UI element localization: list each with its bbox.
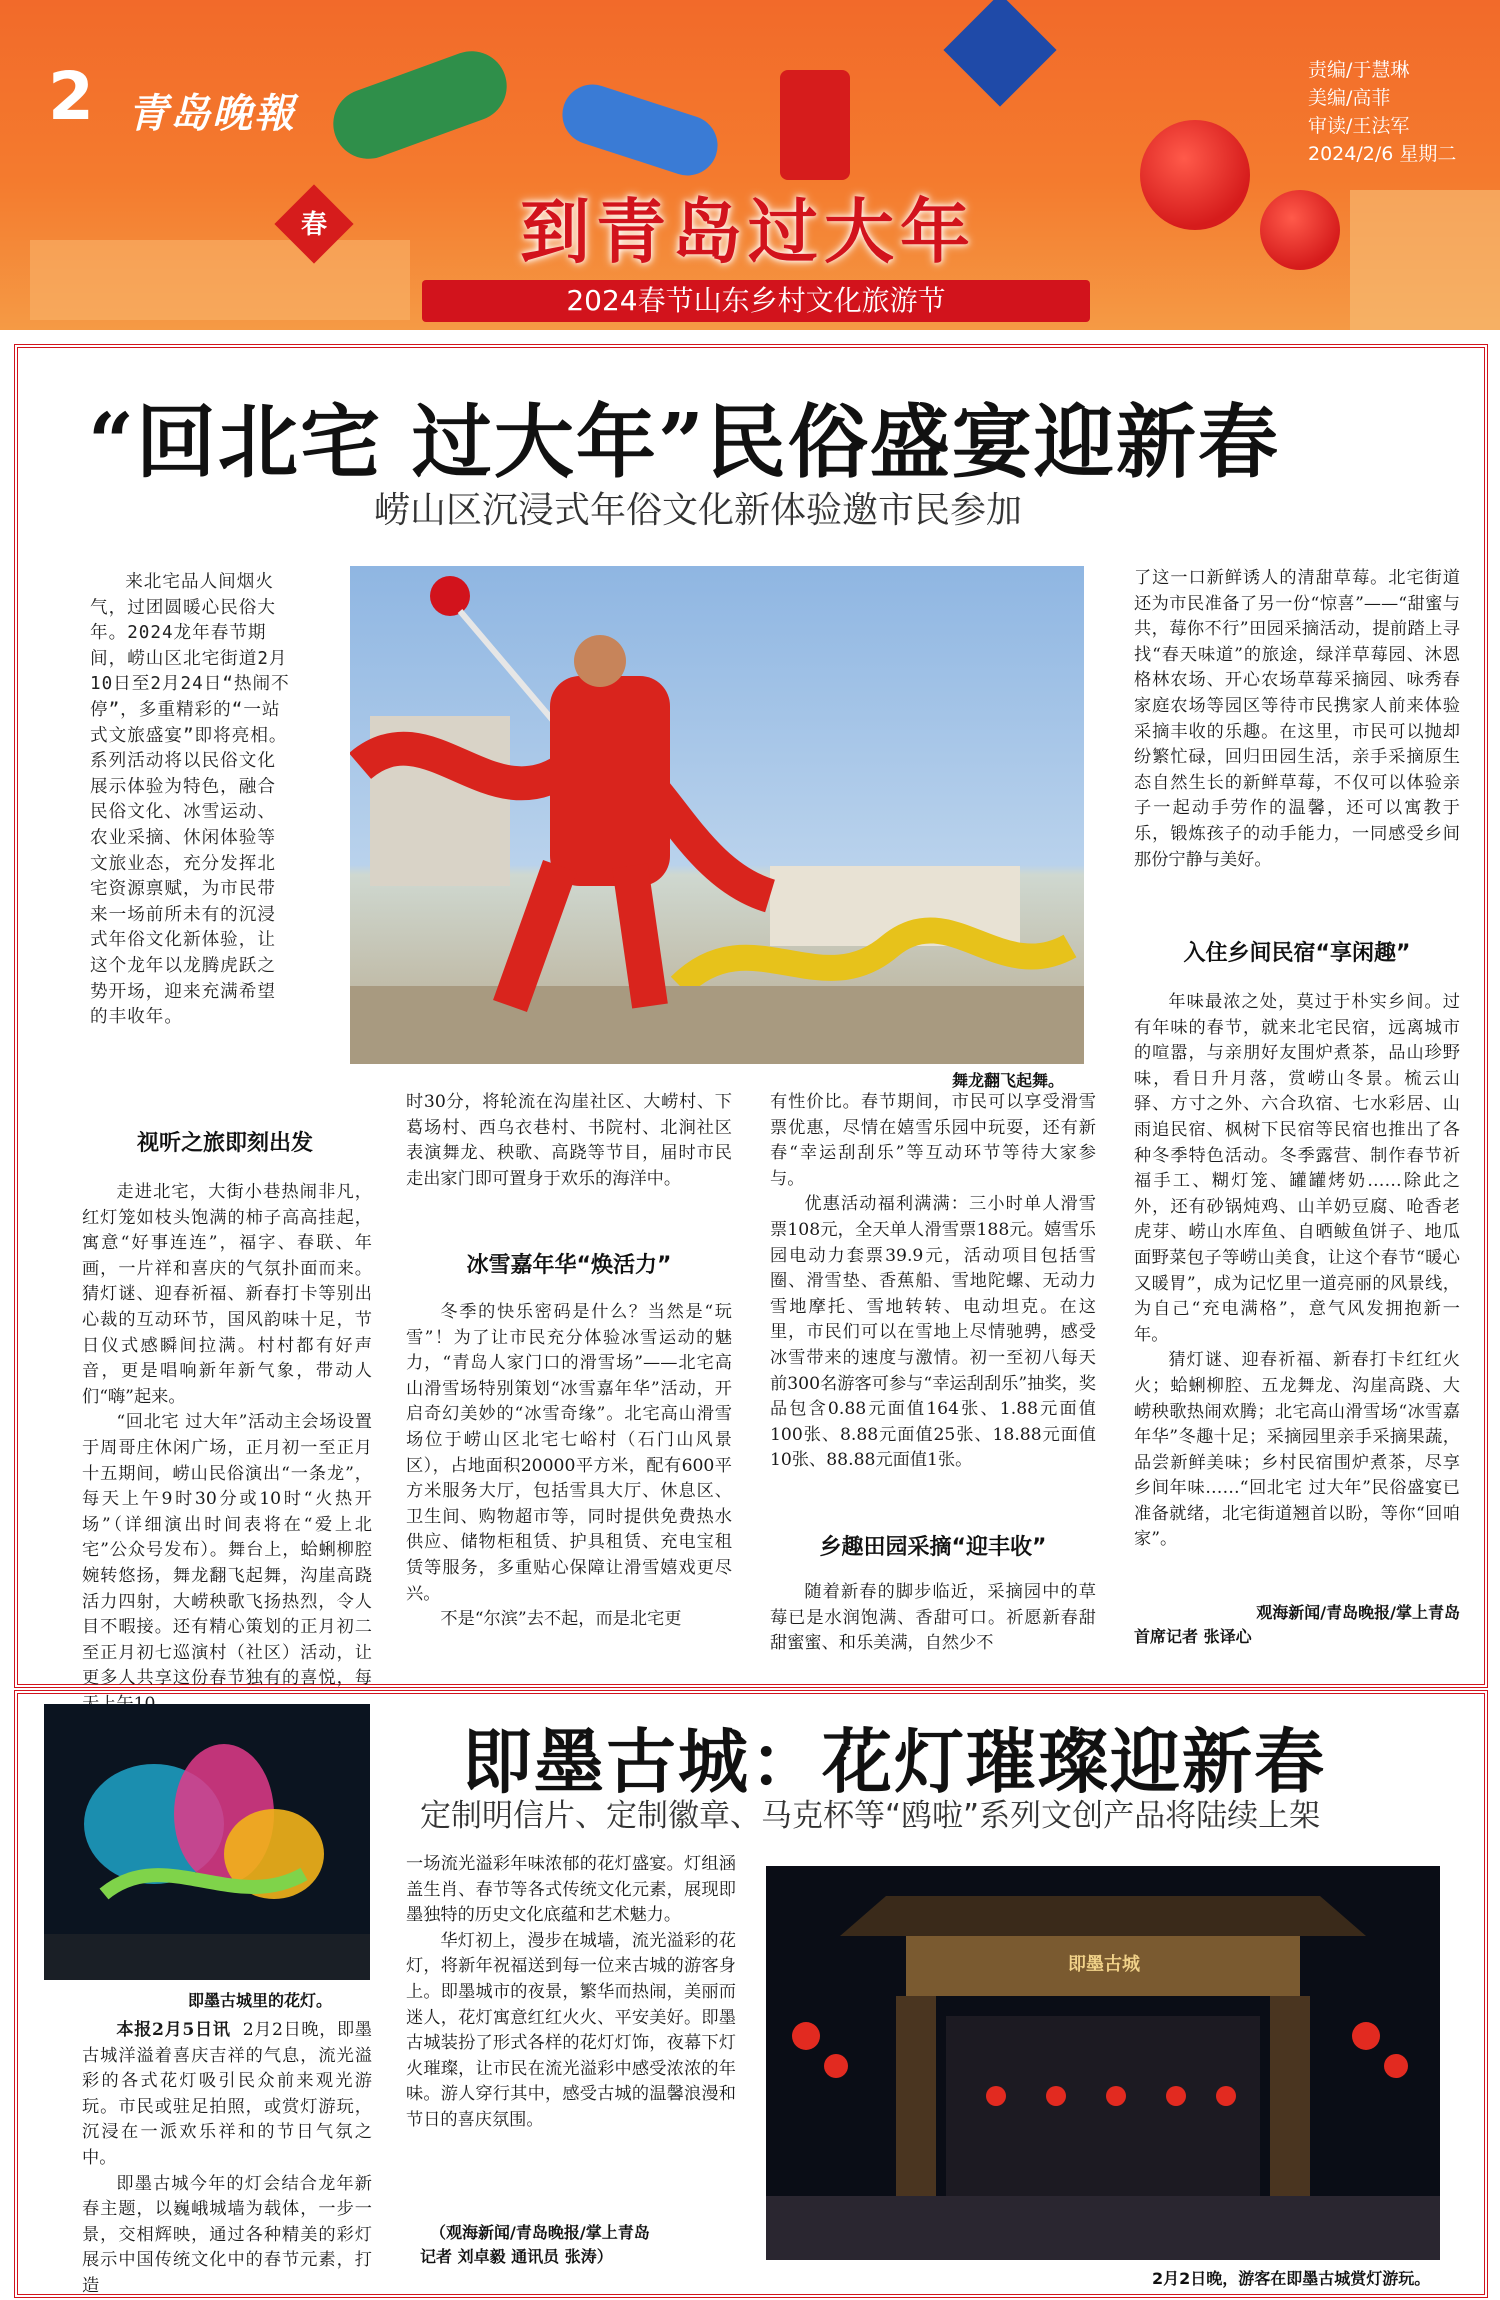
photo-caption: 舞龙翻飞起舞。 xyxy=(952,1071,1065,1090)
page-number: 2 xyxy=(48,58,94,135)
cartoon-child-illustration xyxy=(555,77,726,184)
article-subhead: 定制明信片、定制徽章、马克杯等“鸥啦”系列文创产品将陆续上架 xyxy=(420,1798,1321,1834)
credit-designer: 美编/高菲 xyxy=(1308,87,1391,109)
photo-caption: 即墨古城里的花灯。 xyxy=(188,1991,333,2010)
article-column-3-body xyxy=(770,1580,1096,1657)
kite-decoration-icon xyxy=(943,0,1056,107)
section-heading: 入住乡间民宿“享闲趣” xyxy=(1183,941,1411,966)
red-lantern-icon xyxy=(1260,190,1340,270)
lead-text: 2月2日晚，即墨古城洋溢着喜庆吉祥的气息，流光溢彩的各式花灯吸引民众前来观光游玩。市民或驻足拍照，或赏灯游玩，沉浸在一派欢乐祥和的节日气氛之中。 xyxy=(82,2020,372,2168)
section-title: 到青岛过大年 xyxy=(520,190,976,273)
article-byline: （观海新闻/青岛晚报/掌上青岛 xyxy=(430,2223,650,2242)
performer-figure xyxy=(550,676,670,886)
gate-opening-shape xyxy=(946,2016,1260,2216)
gate-illustration xyxy=(766,1866,1440,2260)
dragon-dance-photo xyxy=(350,566,1084,1064)
festival-banner: 2024春节山东乡村文化旅游节 xyxy=(422,280,1090,322)
paragraph: 华灯初上，漫步在城墙，流光溢彩的花灯，将新年祝福送到每一位来古城的游客身上。即墨城市的夜景，繁华而热闹，美丽而迷人，花灯寓意红红火火、平安美好。即墨古城装扮了形式各样的花灯灯饰，夜幕下灯火璀璨，让市民在流光溢彩中感受浓浓的年味。游人穿行其中，感受古城的温馨浪漫和节日的喜庆氛围。 xyxy=(406,1930,736,2130)
gate-roof-shape xyxy=(840,1896,1366,1936)
article-headline: “回北宅 过大年”民俗盛宴迎新春 xyxy=(88,395,1280,489)
article-column-3 xyxy=(770,1090,1096,1474)
paragraph: 即墨古城今年的灯会结合龙年新春主题，以巍峨城墙为载体，一步一景，交相辉映，通过各种精美的彩灯展示中国传统文化中的春节元素，打造 xyxy=(82,2173,372,2296)
paragraph: 走进北宅，大街小巷热闹非凡，红灯笼如枝头饱满的柿子高高挂起，寓意“好事连连”，福字、春联、年画，一片祥和喜庆的气氛扑面而来。猜灯谜、迎春祈福、新春打卡等别出心裁的互动环节，国风韵味十足，节日仪式感瞬间拉满。村村都有好声音，更是唱响新年新气象，带动人们“嗨”起来。 xyxy=(82,1182,372,1407)
article-byline-reporter: 记者 刘卓毅 通讯员 张涛） xyxy=(420,2247,613,2266)
cartoon-child-illustration xyxy=(323,41,516,168)
page-header-banner xyxy=(0,0,1500,330)
red-lantern-icon xyxy=(1140,120,1250,230)
gate-pillar-shape xyxy=(1270,1996,1310,2216)
gate-pillar-shape xyxy=(896,1996,936,2216)
paragraph: 一场流光溢彩年味浓郁的花灯盛宴。灯组涵盖生肖、春节等各式传统文化元素，展现即墨独特的历史文化底蕴和艺术魅力。 xyxy=(406,1854,736,1926)
lantern-photo xyxy=(44,1704,370,1980)
article2-column-2 xyxy=(406,1852,736,2134)
tower-decoration xyxy=(1350,190,1500,330)
section-heading: 视听之旅即刻出发 xyxy=(136,1131,313,1156)
fu-badge-text: 春 xyxy=(300,210,327,240)
credit-reviewer: 审读/王法军 xyxy=(1308,115,1410,137)
paragraph: 随着新春的脚步临近，采摘园中的草莓已是水润饱满、香甜可口。祈愿新春甜甜蜜蜜、和乐美满，自然少不 xyxy=(770,1582,1096,1654)
dateline: 本报2月5日讯 xyxy=(116,2020,231,2040)
crowd-shape xyxy=(766,2196,1440,2260)
paragraph: “回北宅 过大年”活动主会场设置于周哥庄休闲广场，正月初一至正月十五期间，崂山民俗演出“一条龙”，每天上午9时30分或10时“火热开场”（详细演出时间表将在“爱上北宅”公众号发布）。舞台上，蛤蜊柳腔婉转悠扬，舞龙翻飞起舞，沟崖高跷活力四射，大崂秧歌飞扬热烈，令人目不暇接。还有精心策划的正月初二至正月初七巡演村（社区）活动，让更多人共享这份春节独有的喜悦，每 xyxy=(82,1412,372,1689)
credit-editor: 责编/于慧琳 xyxy=(1308,59,1410,81)
performer-legs xyxy=(510,866,650,1006)
skyline-decoration xyxy=(30,240,410,320)
article-byline-reporter: 首席记者 张译心 xyxy=(1134,1627,1252,1646)
article-column-4-body xyxy=(1134,990,1460,1553)
article-subhead: 崂山区沉浸式年俗文化新体验邀市民参加 xyxy=(374,490,1023,531)
article-column-2 xyxy=(406,1090,732,1192)
article-column-2-body xyxy=(406,1300,732,1633)
lantern-illustration xyxy=(44,1704,370,1980)
ancient-city-gate-photo xyxy=(766,1866,1440,2260)
article-byline: 观海新闻/青岛晚报/掌上青岛 xyxy=(1256,1603,1460,1622)
section-heading: 乡趣田园采摘“迎丰收” xyxy=(819,1535,1047,1560)
paragraph: 有性价比。春节期间，市民可以享受滑雪票优惠，尽情在嬉雪乐园中玩耍，还有新春“幸运刮刮乐”等互动环节等待大家参与。 xyxy=(770,1092,1096,1189)
article-intro: 来北宅品人间烟火气，过团圆暖心民俗大年。2024龙年春节期间，崂山区北宅街道2月10日至2月24日“热闹不停”，多重精彩的“一站式文旅盛宴”即将亮相。系列活动将以民俗文化展示体验为特色，融合民俗文化、冰雪运动、农业采摘、休闲体验等文旅业态，充分发挥北宅资源禀赋，为市民带来一场前所未有的沉浸式年俗文化新体验，让这个龙年以龙腾虎跃之势开场，迎来充满希望的丰收年。 xyxy=(90,572,290,1028)
paragraph: 不是“尔滨”去不起，而是北宅更 xyxy=(440,1609,682,1630)
ground-shape xyxy=(44,1934,370,1980)
gate-sign: 即墨古城 xyxy=(1068,1954,1140,1975)
article-headline: 即墨古城：花灯璀璨迎新春 xyxy=(462,1720,1326,1803)
dragon-pearl-ball xyxy=(430,576,470,616)
article-column-1 xyxy=(82,1180,372,1717)
firecracker-icon xyxy=(780,70,850,180)
article-column-4 xyxy=(1134,566,1460,873)
paragraph: 优惠活动福利满满：三小时单人滑雪票108元，全天单人滑雪票188元。嬉雪乐园电动力套票39.9元，活动项目包括雪圈、滑雪垫、香蕉船、雪地陀螺、无动力雪地摩托、雪地转转、电动坦克。在这里，市民们可以在雪地上尽情驰骋，感受冰雪带来的速度与激情。初一至初八每天前300名游客可参与“幸运刮刮乐”抽奖，奖品包含0.88元面值164张、1.88元面值100张、8.88元面值25张、18.88元面值10张、88.88元面值1张。 xyxy=(770,1194,1096,1471)
performer-head xyxy=(574,635,626,687)
issue-date: 2024/2/6 星期二 xyxy=(1308,143,1457,165)
paragraph: 冬季的快乐密码是什么？当然是“玩雪”！为了让市民充分体验冰雪运动的魅力，“青岛人家门口的滑雪场”——北宅高山滑雪场特别策划“冰雪嘉年华”活动，开启奇幻美妙的“冰雪奇缘”。北宅高山滑雪场位于崂山区北宅七峪村（石门山风景区），占地面积20000平方米，配有600平方米服务大厅，包括雪具大厅、休息区、卫生间、购物超市等，同时提供免费热水供应、储物柜租赁、护具租赁、充电宝租赁等服务，多重贴心保障让滑雪嬉戏更尽兴。 xyxy=(406,1302,732,1604)
paragraph: 猜灯谜、迎春祈福、新春打卡红红火火；蛤蜊柳腔、五龙舞龙、沟崖高跷、大崂秧歌热闹欢腾；北宅高山滑雪场“冰雪嘉年华”冬趣十足；采摘园里亲手采摘果蔬，品尝新鲜美味；乡村民宿围炉煮茶，尽享乡间年味……“回北宅 过大年”民俗盛宴已准备就绪，北宅街道翘首以盼，等你“回咱家”。 xyxy=(1134,1350,1460,1550)
paragraph xyxy=(82,2018,372,2172)
section-heading: 冰雪嘉年华“焕活力” xyxy=(466,1253,672,1278)
editor-credits xyxy=(1308,56,1456,168)
dragon-dance-illustration xyxy=(350,566,1084,1064)
paragraph: 时30分，将轮流在沟崖社区、大崂村、下葛场村、西乌衣巷村、书院村、北涧社区表演舞龙、秧歌、高跷等节目，届时市民走出家门即可置身于欢乐的海洋中。 xyxy=(406,1092,732,1189)
photo-caption: 2月2日晚，游客在即墨古城赏灯游玩。 xyxy=(1152,2269,1431,2288)
paragraph: 了这一口新鲜诱人的清甜草莓。北宅街道还为市民准备了另一份“惊喜”——“甜蜜与共，莓你不行”田园采摘活动，提前踏上寻找“春天味道”的旅途，绿洋草莓园、沐恩格林农场、开心农场草莓采摘园、咏秀春家庭农场等园区等待市民携家人前来体验采摘丰收的乐趣。在这里，市民可以抛却纷繁忙碌，回归田园生活，亲手采摘原生态自然生长的新鲜草莓，不仅可以体验亲子一起动手劳作的温馨，还可以寓教于乐，锻炼孩子的动手能力，一同感受乡间那份宁静与美好。 xyxy=(1134,568,1460,870)
newspaper-masthead: 青岛晚報 xyxy=(128,90,296,137)
article2-column-1 xyxy=(82,2018,372,2300)
ground-shape xyxy=(350,986,1084,1064)
paragraph: 年味最浓之处，莫过于朴实乡间。过有年味的春节，就来北宅民宿，远离城市的喧嚣，与亲朋好友围炉煮茶，品山珍野味，看日升月落，赏崂山冬景。梳云山驿、方寸之外、六合玖宿、七水彩居、山雨追民宿、枫树下民宿等民宿也推出了各种冬季特色活动。冬季露营、制作春节祈福手工、糊灯笼、罐罐烤奶……除此之外，还有砂锅炖鸡、山羊奶豆腐、呛香老虎芽、崂山水库鱼、自晒鲅鱼饼子、地瓜面野菜包子等崂山美食，让这个春节“暖心又暖胃”，成为记忆里一道亮丽的风景线，为自己“充电满格”，意气风发拥抱新一年。 xyxy=(1134,992,1460,1345)
